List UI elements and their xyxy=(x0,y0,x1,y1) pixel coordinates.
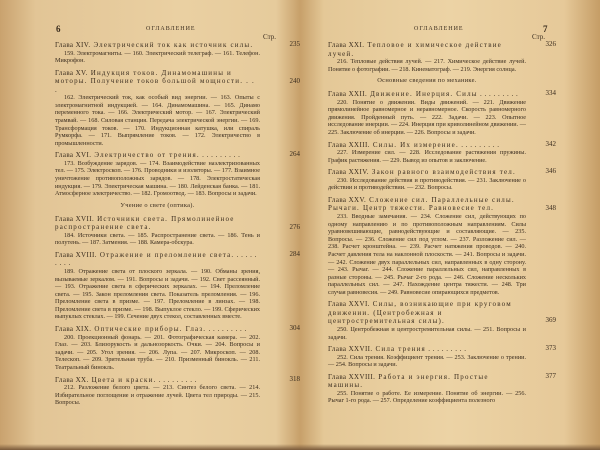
chapter-number: Глава XXVII. xyxy=(328,345,373,354)
chapter-items: 216. Тепловые действия лучей. — 217. Химическое действие лучей. Понятие о фотографии. — 218. Кинематограф. — 219. Энергия солнца. xyxy=(328,58,526,73)
toc-entry xyxy=(55,324,300,371)
page-column-label: Стр. xyxy=(263,33,276,41)
chapter-items: 159. Электромагниты. — 160. Электрический телеграф. — 161. Телефон. Микрофон. xyxy=(55,49,260,65)
section-heading: Учение о свете (оптика). xyxy=(120,201,195,209)
chapter-number: Глава XXIII. xyxy=(328,140,370,149)
chapter-page: 304 xyxy=(289,324,300,333)
toc-entry xyxy=(328,344,556,369)
table-of-contents xyxy=(328,40,556,409)
toc-entry xyxy=(328,371,556,405)
chapter-page: 346 xyxy=(545,167,556,176)
chapter-number: Глава XVII. xyxy=(55,214,95,223)
toc-entry xyxy=(328,167,556,192)
toc-entry xyxy=(55,214,300,247)
chapter-page: 369 xyxy=(545,316,556,325)
chapter-items: 252. Сила трения. Коэффициент трения. — 253. Заключение о трении. — 254. Вопросы и задачи. xyxy=(328,353,526,369)
chapter-items: 189. Отражение света от плоского зеркала. — 190. Обманы зрения, вызываемые зеркалом. — 191. Вопросы и задачи. — 192. Свет рассеянный. — 193. Отражение света в сферических зеркалах. — 194. Преломление света. — 195. Закон преломления света. Показатель преломления. — 196. Преломление света в призме. — 197. Преломление в линзах. — 198. Преломление света в призме. — 198. Выпуклое стекло. — 199. Сферических выпуклых стеклах. — 199. Сечение двух стекол, составленных вместе. xyxy=(55,267,260,321)
chapter-number: Глава XVI. xyxy=(55,151,92,160)
chapter-number: Глава XXVI. xyxy=(328,300,370,309)
chapter-items: 230. Исследование действия и противодействия. — 231. Заключение о действии и противодействии. — 232. Вопросы. xyxy=(328,176,526,192)
toc-entry xyxy=(55,40,300,65)
chapter-items: 233. Вводные замечания. — 234. Сложение сил, действующих по одному направлению и по противоположным направлениям. Силы уравновешивающие, равнодействующие и составляющие. — 235. Вопросы. — 236. Сложение сил под углом. — 237. Разложение сил. — 238. Расчет кронштейна. — 239. Расчет натяжения проводов. — 240. Расчет давления тела на наклонной плоскости. — 241. Вопросы и задачи. — 242. Сложение двух параллельных сил, направленных в одну сторону. — 243. Рычаг. — 244. Сложение параллельных сил, направленных в разные стороны. — 245. Рычаг 2-го рода. — 246. Сложение нескольких параллельных сил. — 247. Нахождение центра тяжести. — 248. Три случая равновесия. — 249. Равновесие опирающихся предметов. xyxy=(328,212,526,296)
toc-entry xyxy=(55,249,300,321)
chapter-items: 184. Источники света. — 185. Распространение света. — 186. Тень и полутень. — 187. Затмения. — 188. Камера-обскура. xyxy=(55,231,260,247)
chapter-number: Глава XIX. xyxy=(55,325,92,334)
chapter-page: 348 xyxy=(545,203,556,212)
chapter-page: 264 xyxy=(289,150,300,159)
chapter-number: Глава XX. xyxy=(55,375,89,384)
toc-entry xyxy=(328,40,556,73)
toc-entry xyxy=(328,139,556,165)
chapter-page: 318 xyxy=(289,374,300,383)
chapter-number: Глава XXV. xyxy=(328,195,367,204)
chapter-page: 373 xyxy=(545,344,556,353)
page-number: 7 xyxy=(543,24,548,34)
chapter-title: Отражение и преломление света. . . . xyxy=(55,251,257,268)
toc-entry xyxy=(55,150,300,198)
page-number: 6 xyxy=(56,24,61,34)
chapter-title: Силы. Их измерение. . . . xyxy=(373,141,500,149)
right-page xyxy=(300,0,600,450)
chapter-title: Индукция токов. Динамомашины и моторы. Получение токов большой мощности. . . . xyxy=(55,68,255,94)
page-column-label: Стр. xyxy=(532,33,545,41)
chapter-title: Оптические приборы. Глаз. . . . xyxy=(94,325,246,333)
section-heading: Основные сведения по механике. xyxy=(377,77,477,85)
chapter-page: 334 xyxy=(545,89,556,98)
chapter-page: 235 xyxy=(289,40,300,48)
chapter-number: Глава XXVIII. xyxy=(328,372,376,381)
chapter-title: Движение. Инерция. Силы . . . xyxy=(370,90,518,98)
chapter-title: Сложение сил. Параллельные силы. Рычаги. Центр тяжести. Равновесие тел. xyxy=(328,195,515,213)
chapter-page: 276 xyxy=(289,222,300,231)
chapter-title: Работа и энергия. Простые машины. xyxy=(328,372,489,390)
chapter-items: 173. Возбуждение зарядов. — 174. Взаимодействие наэлектризованных тел. — 175. Электроскоп. — 176. Проводники и изоляторы. — 177. Взаимное уничтожение противоположных зарядов. — 178. Электростатическая индукция. — 179. Электрическая машина. — 180. Лейденская банка. — 181. Атмосферное электричество. — 182. Громоотвод. — 183. Вопросы и задачи. xyxy=(55,159,260,198)
chapter-title: Цвета и краски. . . . xyxy=(92,376,197,384)
chapter-page: 240 xyxy=(289,76,300,85)
table-of-contents xyxy=(55,40,300,411)
chapter-number: Глава XV. xyxy=(55,68,88,77)
chapter-number: Глава XXII. xyxy=(328,90,368,99)
chapter-items: 255. Понятие о работе. Ее измерение. Понятие об энергии. — 256. Рычаг 1-го рода. — 257. Определение коэффициента полезного xyxy=(328,389,526,405)
running-head: ОГЛАВЛЕНИЕ xyxy=(414,26,464,32)
chapter-title: Закон равного взаимодействия тел. xyxy=(371,168,516,177)
chapter-title: Источники света. Прямолинейное распространение света. xyxy=(55,214,235,232)
page-bottom-edge xyxy=(0,444,600,450)
toc-entry xyxy=(328,195,556,297)
chapter-page: 342 xyxy=(545,139,556,148)
chapter-number: Глава XXIV. xyxy=(328,168,369,177)
toc-entry xyxy=(55,68,300,148)
toc-entry xyxy=(55,374,300,407)
chapter-number: Глава XIV. xyxy=(55,41,91,49)
chapter-title: Электричество от трения. . . . xyxy=(94,151,240,159)
chapter-items: 162. Электрический ток, как особый вид энергии. — 163. Опыты с электромагнитной индукцией. — 164. Динамомашина. — 165. Динамо переменного тока. — 166. Электрический мотор. — 167. Электрический трамвай. — 168. Силовая станция. Передача электрической энергии. — 169. Трансформация токов. — 170. Индукционная катушка, или спираль Румкорфа. — 171. Выпрямление токов. — 172. Электричество в промышленности. xyxy=(55,94,260,147)
chapter-number: Глава XVIII. xyxy=(55,250,97,259)
chapter-page: 326 xyxy=(545,40,556,48)
chapter-items: 227. Измерение сил. — 228. Исследование растяжения пружины. График растяжения. — 229. Вывод из опытов и заключение. xyxy=(328,149,526,164)
chapter-items: 200. Проекционный фонарь. — 201. Фотографическая камера. — 202. Глаз. — 203. Близорукость и дальнозоркость. Очки. — 204. Вопросы и задачи. — 205. Угол зрения. — 206. Лупа. — 207. Микроскоп. — 208. Телескоп. — 209. Зрительная труба. — 210. Призменный бинокль. — 211. Театральный бинокль. xyxy=(55,333,260,371)
chapter-items: 220. Понятие о движении. Виды движений. — 221. Движение прямолинейное равномерное и неравномерное. Скорость равномерного движения. Пройденный путь. — 222. Задачи. — 223. Опытное исследование инерции. — 224. Инерция при криволинейном движении. — 225. Заключение об инерции. — 226. Вопросы и задачи. xyxy=(328,98,526,136)
toc-entry xyxy=(328,89,556,136)
chapter-title: Силы, возникающие при круговом движении. (Центробежная и центростремительная силы). xyxy=(328,300,512,326)
chapter-items: 212. Разложение белого цвета. — 213. Синтез белого света. — 214. Избирательное поглощение и отражение лучей. Цвета тел природы. — 215. Вопросы. xyxy=(55,384,260,407)
chapter-page: 377 xyxy=(545,371,556,380)
chapter-number: Глава XXI. xyxy=(328,41,365,49)
running-head: ОГЛАВЛЕНИЕ xyxy=(146,26,196,32)
chapter-page: 284 xyxy=(289,249,300,258)
chapter-items: 250. Центробежная и центростремительная силы. — 251. Вопросы и задачи. xyxy=(328,325,526,341)
chapter-title: Тепловое и химическое действие лучей. xyxy=(328,41,502,58)
chapter-title: Сила трения . . . xyxy=(376,345,467,353)
toc-entry xyxy=(328,300,556,341)
chapter-title: Электрический ток как источник силы. xyxy=(93,41,254,49)
